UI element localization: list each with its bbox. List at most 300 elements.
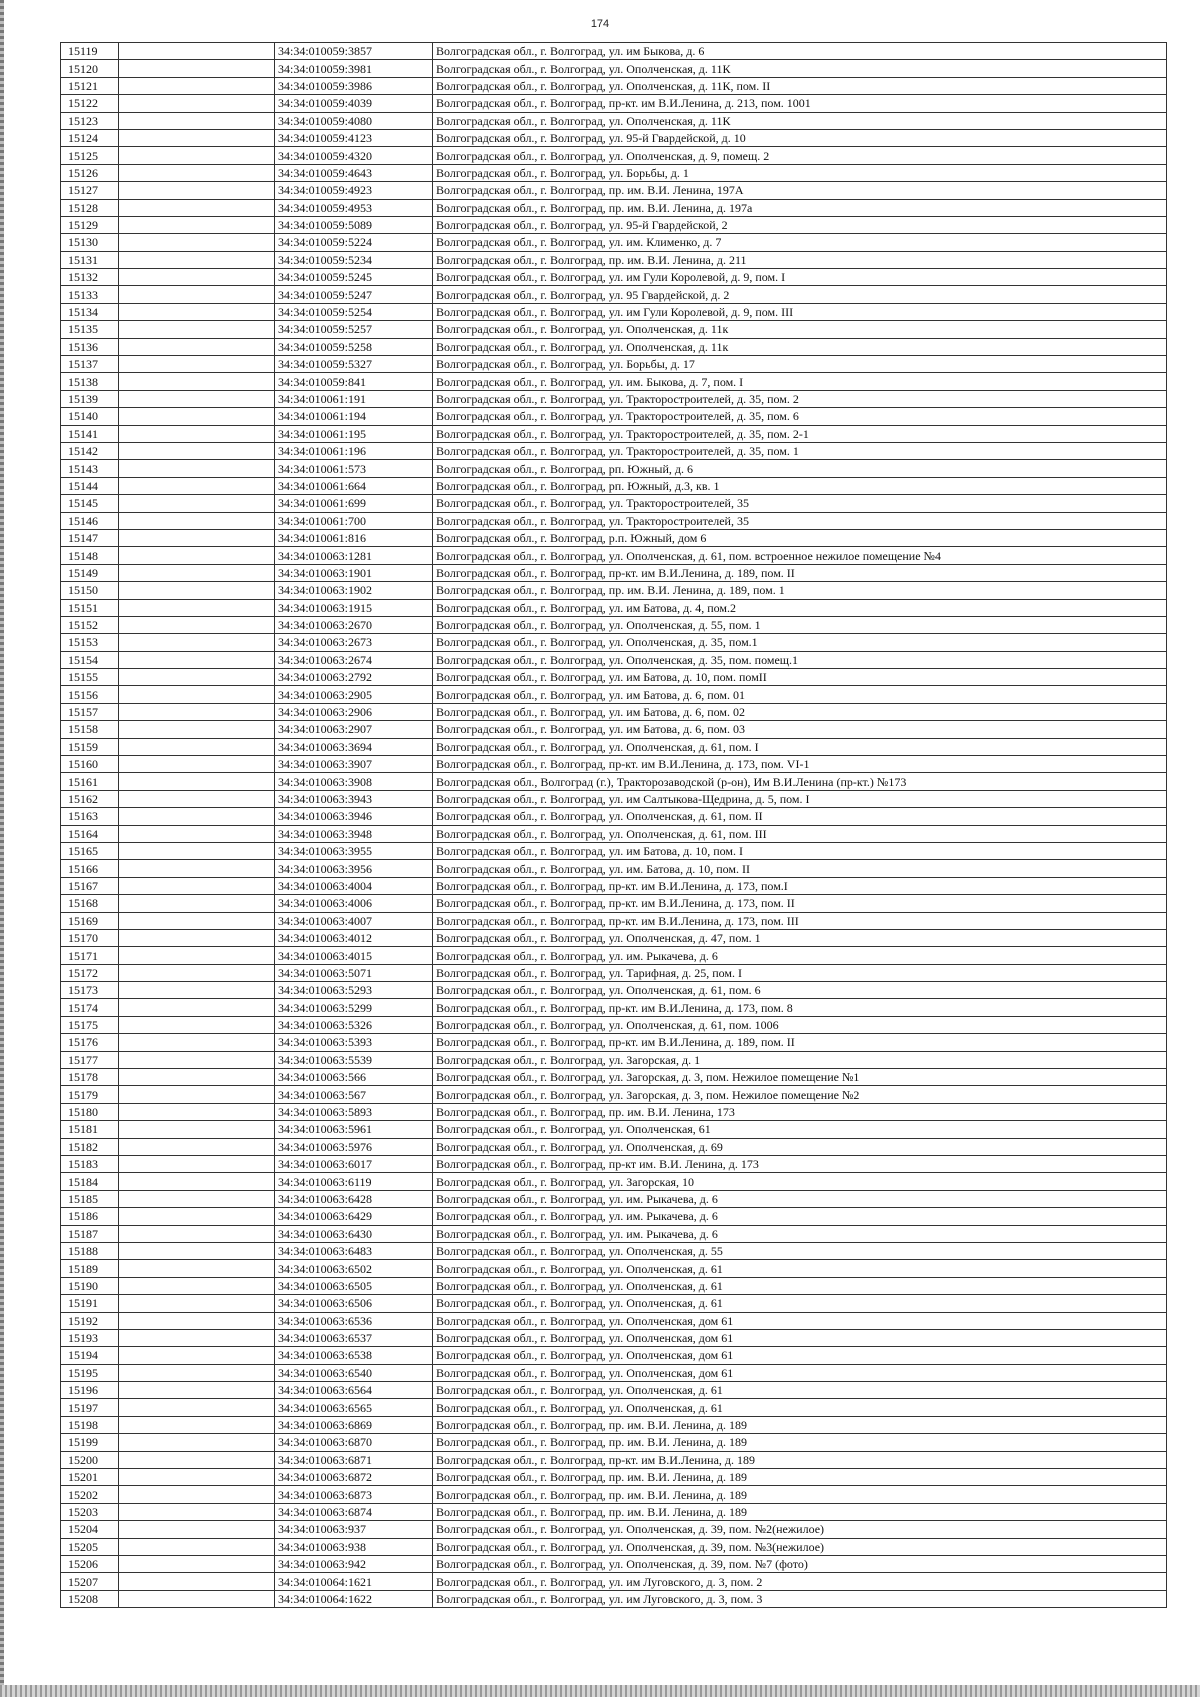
row-number-cell: 15198 — [61, 1416, 119, 1433]
address-cell: Волгоградская обл., г. Волгоград, ул. Ополченская, дом 61 — [433, 1312, 1167, 1329]
row-number-cell: 15197 — [61, 1399, 119, 1416]
address-cell: Волгоградская обл., г. Волгоград, ул. им. Клименко, д. 7 — [433, 234, 1167, 251]
address-cell: Волгоградская обл., г. Волгоград, ул. им Быкова, д. 6 — [433, 43, 1167, 60]
row-number-cell: 15195 — [61, 1364, 119, 1381]
address-cell: Волгоградская обл., г. Волгоград, ул. Ополченская, д. 11К — [433, 112, 1167, 129]
row-number-cell: 15175 — [61, 1016, 119, 1033]
address-cell: Волгоградская обл., г. Волгоград, пр-кт. им В.И.Ленина, д. 173, пом.I — [433, 877, 1167, 894]
empty-cell — [119, 1399, 275, 1416]
cadastral-number-cell: 34:34:010063:6536 — [275, 1312, 433, 1329]
address-cell: Волгоградская обл., г. Волгоград, ул. Ополченская, д. 47, пом. 1 — [433, 929, 1167, 946]
table-row — [61, 321, 1167, 338]
table-row — [61, 512, 1167, 529]
address-cell: Волгоградская обл., г. Волгоград, ул. Ополченская, д. 39, пом. №3(нежилое) — [433, 1538, 1167, 1555]
address-cell: Волгоградская обл., г. Волгоград, пр-кт. им В.И.Ленина, д. 213, пом. 1001 — [433, 95, 1167, 112]
row-number-cell: 15182 — [61, 1138, 119, 1155]
table-row — [61, 216, 1167, 233]
cadastral-number-cell: 34:34:010063:6119 — [275, 1173, 433, 1190]
cadastral-number-cell: 34:34:010063:937 — [275, 1521, 433, 1538]
cadastral-number-cell: 34:34:010059:3857 — [275, 43, 433, 60]
row-number-cell: 15153 — [61, 634, 119, 651]
empty-cell — [119, 129, 275, 146]
table-row — [61, 442, 1167, 459]
address-cell: Волгоградская обл., г. Волгоград, ул. Ополченская, д. 55, пом. 1 — [433, 616, 1167, 633]
row-number-cell: 15204 — [61, 1521, 119, 1538]
cadastral-number-cell: 34:34:010063:566 — [275, 1069, 433, 1086]
empty-cell — [119, 564, 275, 581]
empty-cell — [119, 773, 275, 790]
empty-cell — [119, 756, 275, 773]
cadastral-number-cell: 34:34:010063:6869 — [275, 1416, 433, 1433]
cadastral-number-cell: 34:34:010063:5326 — [275, 1016, 433, 1033]
empty-cell — [119, 216, 275, 233]
address-cell: Волгоградская обл., г. Волгоград, ул. Ополченская, д. 11к — [433, 321, 1167, 338]
cadastral-number-cell: 34:34:010063:942 — [275, 1555, 433, 1572]
empty-cell — [119, 1590, 275, 1607]
cadastral-number-cell: 34:34:010059:5254 — [275, 303, 433, 320]
table-row — [61, 599, 1167, 616]
empty-cell — [119, 860, 275, 877]
table-row — [61, 877, 1167, 894]
row-number-cell: 15122 — [61, 95, 119, 112]
row-number-cell: 15181 — [61, 1121, 119, 1138]
empty-cell — [119, 1277, 275, 1294]
row-number-cell: 15205 — [61, 1538, 119, 1555]
empty-cell — [119, 929, 275, 946]
address-cell: Волгоградская обл., г. Волгоград, пр. им. В.И. Ленина, д. 189 — [433, 1469, 1167, 1486]
cadastral-number-cell: 34:34:010063:1901 — [275, 564, 433, 581]
cadastral-number-cell: 34:34:010063:6428 — [275, 1190, 433, 1207]
empty-cell — [119, 460, 275, 477]
row-number-cell: 15203 — [61, 1503, 119, 1520]
address-cell: Волгоградская обл., г. Волгоград, ул. Ополченская, д. 61, пом. 6 — [433, 982, 1167, 999]
address-cell: Волгоградская обл., г. Волгоград, ул. Ополченская, д. 11К, пом. II — [433, 77, 1167, 94]
address-cell: Волгоградская обл., г. Волгоград, ул. Ополченская, д. 61, пом. 1006 — [433, 1016, 1167, 1033]
cadastral-number-cell: 34:34:010063:5071 — [275, 964, 433, 981]
row-number-cell: 15144 — [61, 477, 119, 494]
empty-cell — [119, 60, 275, 77]
cadastral-number-cell: 34:34:010059:5247 — [275, 286, 433, 303]
row-number-cell: 15187 — [61, 1225, 119, 1242]
row-number-cell: 15184 — [61, 1173, 119, 1190]
row-number-cell: 15168 — [61, 895, 119, 912]
row-number-cell: 15123 — [61, 112, 119, 129]
row-number-cell: 15154 — [61, 651, 119, 668]
cadastral-number-cell: 34:34:010063:6537 — [275, 1329, 433, 1346]
table-row — [61, 1138, 1167, 1155]
address-cell: Волгоградская обл., г. Волгоград, ул. Ополченская, д. 61 — [433, 1382, 1167, 1399]
row-number-cell: 15152 — [61, 616, 119, 633]
empty-cell — [119, 1138, 275, 1155]
empty-cell — [119, 582, 275, 599]
table-row — [61, 860, 1167, 877]
cadastral-number-cell: 34:34:010061:664 — [275, 477, 433, 494]
cadastral-number-cell: 34:34:010063:4007 — [275, 912, 433, 929]
empty-cell — [119, 390, 275, 407]
address-cell: Волгоградская обл., г. Волгоград, пр-кт. им В.И.Ленина, д. 173, пом. II — [433, 895, 1167, 912]
address-cell: Волгоградская обл., г. Волгоград, ул. Тракторостроителей, 35 — [433, 495, 1167, 512]
row-number-cell: 15142 — [61, 442, 119, 459]
row-number-cell: 15201 — [61, 1469, 119, 1486]
table-row — [61, 616, 1167, 633]
table-row — [61, 1156, 1167, 1173]
empty-cell — [119, 825, 275, 842]
row-number-cell: 15178 — [61, 1069, 119, 1086]
empty-cell — [119, 251, 275, 268]
registry-table-body — [61, 43, 1167, 1608]
address-cell: Волгоградская обл., г. Волгоград, ул. Ополченская, 61 — [433, 1121, 1167, 1138]
empty-cell — [119, 269, 275, 286]
cadastral-number-cell: 34:34:010063:6870 — [275, 1434, 433, 1451]
table-row — [61, 1538, 1167, 1555]
address-cell: Волгоградская обл., г. Волгоград, р.п. Южный, дом 6 — [433, 529, 1167, 546]
row-number-cell: 15185 — [61, 1190, 119, 1207]
cadastral-number-cell: 34:34:010063:6564 — [275, 1382, 433, 1399]
cadastral-number-cell: 34:34:010063:3946 — [275, 808, 433, 825]
row-number-cell: 15166 — [61, 860, 119, 877]
table-row — [61, 1069, 1167, 1086]
cadastral-number-cell: 34:34:010063:6540 — [275, 1364, 433, 1381]
row-number-cell: 15132 — [61, 269, 119, 286]
cadastral-number-cell: 34:34:010063:4012 — [275, 929, 433, 946]
empty-cell — [119, 912, 275, 929]
address-cell: Волгоградская обл., г. Волгоград, ул. 95 Гвардейской, д. 2 — [433, 286, 1167, 303]
empty-cell — [119, 43, 275, 60]
empty-cell — [119, 1521, 275, 1538]
address-cell: Волгоградская обл., г. Волгоград, пр. им. В.И. Ленина, д. 189 — [433, 1486, 1167, 1503]
table-row — [61, 1364, 1167, 1381]
cadastral-number-cell: 34:34:010063:2670 — [275, 616, 433, 633]
cadastral-number-cell: 34:34:010063:5961 — [275, 1121, 433, 1138]
table-row — [61, 164, 1167, 181]
address-cell: Волгоградская обл., г. Волгоград, ул. Ополченская, дом 61 — [433, 1364, 1167, 1381]
cadastral-number-cell: 34:34:010063:5539 — [275, 1051, 433, 1068]
table-row — [61, 842, 1167, 859]
row-number-cell: 15137 — [61, 356, 119, 373]
row-number-cell: 15164 — [61, 825, 119, 842]
table-row — [61, 234, 1167, 251]
address-cell: Волгоградская обл., г. Волгоград, ул. Тракторостроителей, д. 35, пом. 2-1 — [433, 425, 1167, 442]
row-number-cell: 15207 — [61, 1573, 119, 1590]
cadastral-number-cell: 34:34:010059:841 — [275, 373, 433, 390]
cadastral-number-cell: 34:34:010063:6565 — [275, 1399, 433, 1416]
row-number-cell: 15174 — [61, 999, 119, 1016]
empty-cell — [119, 442, 275, 459]
row-number-cell: 15146 — [61, 512, 119, 529]
cadastral-number-cell: 34:34:010059:4080 — [275, 112, 433, 129]
cadastral-number-cell: 34:34:010061:195 — [275, 425, 433, 442]
table-row — [61, 43, 1167, 60]
cadastral-number-cell: 34:34:010064:1621 — [275, 1573, 433, 1590]
address-cell: Волгоградская обл., г. Волгоград, пр. им. В.И. Ленина, д. 189 — [433, 1503, 1167, 1520]
table-row — [61, 1242, 1167, 1259]
address-cell: Волгоградская обл., г. Волгоград, ул. Ополченская, д. 61 — [433, 1260, 1167, 1277]
empty-cell — [119, 651, 275, 668]
address-cell: Волгоградская обл., г. Волгоград, ул. им Батова, д. 6, пом. 01 — [433, 686, 1167, 703]
table-row — [61, 460, 1167, 477]
row-number-cell: 15165 — [61, 842, 119, 859]
cadastral-number-cell: 34:34:010059:4123 — [275, 129, 433, 146]
empty-cell — [119, 182, 275, 199]
table-row — [61, 269, 1167, 286]
empty-cell — [119, 95, 275, 112]
address-cell: Волгоградская обл., г. Волгоград, пр-кт им. В.И. Ленина, д. 173 — [433, 1156, 1167, 1173]
address-cell: Волгоградская обл., г. Волгоград, ул. им. Рыкачева, д. 6 — [433, 1190, 1167, 1207]
empty-cell — [119, 1225, 275, 1242]
cadastral-number-cell: 34:34:010059:5257 — [275, 321, 433, 338]
table-row — [61, 1329, 1167, 1346]
address-cell: Волгоградская обл., г. Волгоград, ул. Ополченская, д. 11к — [433, 338, 1167, 355]
cadastral-number-cell: 34:34:010063:5299 — [275, 999, 433, 1016]
table-row — [61, 251, 1167, 268]
table-row — [61, 1190, 1167, 1207]
empty-cell — [119, 112, 275, 129]
address-cell: Волгоградская обл., г. Волгоград, ул. им Гули Королевой, д. 9, пом. I — [433, 269, 1167, 286]
address-cell: Волгоградская обл., г. Волгоград, ул. Ополченская, д. 61, пом. III — [433, 825, 1167, 842]
address-cell: Волгоградская обл., г. Волгоград, пр-кт. им В.И.Ленина, д. 173, пом. VI-1 — [433, 756, 1167, 773]
row-number-cell: 15173 — [61, 982, 119, 999]
table-row — [61, 564, 1167, 581]
table-row — [61, 1225, 1167, 1242]
table-row — [61, 547, 1167, 564]
empty-cell — [119, 199, 275, 216]
address-cell: Волгоградская обл., г. Волгоград, ул. им. Быкова, д. 7, пом. I — [433, 373, 1167, 390]
cadastral-number-cell: 34:34:010063:6871 — [275, 1451, 433, 1468]
address-cell: Волгоградская обл., г. Волгоград, рп. Южный, д.3, кв. 1 — [433, 477, 1167, 494]
table-row — [61, 356, 1167, 373]
scan-bottom-edge — [0, 1685, 1200, 1697]
table-row — [61, 1521, 1167, 1538]
table-row — [61, 1469, 1167, 1486]
table-row — [61, 408, 1167, 425]
empty-cell — [119, 1555, 275, 1572]
table-row — [61, 1103, 1167, 1120]
table-row — [61, 77, 1167, 94]
empty-cell — [119, 1260, 275, 1277]
row-number-cell: 15127 — [61, 182, 119, 199]
cadastral-number-cell: 34:34:010063:6873 — [275, 1486, 433, 1503]
cadastral-number-cell: 34:34:010059:5327 — [275, 356, 433, 373]
table-row — [61, 286, 1167, 303]
table-row — [61, 1208, 1167, 1225]
row-number-cell: 15163 — [61, 808, 119, 825]
address-cell: Волгоградская обл., г. Волгоград, ул. им Батова, д. 6, пом. 03 — [433, 721, 1167, 738]
table-row — [61, 1277, 1167, 1294]
cadastral-number-cell: 34:34:010059:4320 — [275, 147, 433, 164]
empty-cell — [119, 1329, 275, 1346]
empty-cell — [119, 738, 275, 755]
cadastral-number-cell: 34:34:010063:1902 — [275, 582, 433, 599]
empty-cell — [119, 1173, 275, 1190]
row-number-cell: 15124 — [61, 129, 119, 146]
row-number-cell: 15162 — [61, 790, 119, 807]
row-number-cell: 15188 — [61, 1242, 119, 1259]
empty-cell — [119, 703, 275, 720]
cadastral-number-cell: 34:34:010063:4006 — [275, 895, 433, 912]
address-cell: Волгоградская обл., г. Волгоград, пр-кт. им В.И.Ленина, д. 189 — [433, 1451, 1167, 1468]
table-row — [61, 1295, 1167, 1312]
row-number-cell: 15179 — [61, 1086, 119, 1103]
address-cell: Волгоградская обл., г. Волгоград, ул. Загорская, д. 3, пом. Нежилое помещение №1 — [433, 1069, 1167, 1086]
row-number-cell: 15141 — [61, 425, 119, 442]
empty-cell — [119, 895, 275, 912]
address-cell: Волгоградская обл., г. Волгоград, пр. им. В.И. Ленина, д. 189 — [433, 1416, 1167, 1433]
row-number-cell: 15206 — [61, 1555, 119, 1572]
table-row — [61, 721, 1167, 738]
address-cell: Волгоградская обл., г. Волгоград, ул. им Батова, д. 10, пом. помII — [433, 669, 1167, 686]
empty-cell — [119, 1573, 275, 1590]
row-number-cell: 15183 — [61, 1156, 119, 1173]
row-number-cell: 15150 — [61, 582, 119, 599]
cadastral-number-cell: 34:34:010063:2906 — [275, 703, 433, 720]
row-number-cell: 15186 — [61, 1208, 119, 1225]
row-number-cell: 15145 — [61, 495, 119, 512]
table-row — [61, 1382, 1167, 1399]
address-cell: Волгоградская обл., г. Волгоград, пр. им. В.И. Ленина, д. 189 — [433, 1434, 1167, 1451]
address-cell: Волгоградская обл., г. Волгоград, пр-кт. им В.И.Ленина, д. 173, пом. III — [433, 912, 1167, 929]
table-row — [61, 1503, 1167, 1520]
address-cell: Волгоградская обл., г. Волгоград, ул. Ополченская, д. 39, пом. №2(нежилое) — [433, 1521, 1167, 1538]
empty-cell — [119, 303, 275, 320]
empty-cell — [119, 1121, 275, 1138]
empty-cell — [119, 877, 275, 894]
row-number-cell: 15155 — [61, 669, 119, 686]
address-cell: Волгоградская обл., г. Волгоград, ул. Ополченская, д. 61 — [433, 1277, 1167, 1294]
table-row — [61, 182, 1167, 199]
table-row — [61, 112, 1167, 129]
cadastral-number-cell: 34:34:010063:2674 — [275, 651, 433, 668]
empty-cell — [119, 964, 275, 981]
table-row — [61, 1260, 1167, 1277]
row-number-cell: 15140 — [61, 408, 119, 425]
table-row — [61, 425, 1167, 442]
table-row — [61, 947, 1167, 964]
empty-cell — [119, 1016, 275, 1033]
cadastral-number-cell: 34:34:010063:6429 — [275, 1208, 433, 1225]
cadastral-number-cell: 34:34:010059:5234 — [275, 251, 433, 268]
row-number-cell: 15125 — [61, 147, 119, 164]
row-number-cell: 15158 — [61, 721, 119, 738]
cadastral-number-cell: 34:34:010063:4015 — [275, 947, 433, 964]
empty-cell — [119, 1364, 275, 1381]
table-row — [61, 651, 1167, 668]
cadastral-number-cell: 34:34:010063:4004 — [275, 877, 433, 894]
table-row — [61, 1173, 1167, 1190]
table-row — [61, 912, 1167, 929]
cadastral-number-cell: 34:34:010061:700 — [275, 512, 433, 529]
table-row — [61, 738, 1167, 755]
address-cell: Волгоградская обл., г. Волгоград, ул. им Салтыкова-Щедрина, д. 5, пом. I — [433, 790, 1167, 807]
row-number-cell: 15199 — [61, 1434, 119, 1451]
row-number-cell: 15171 — [61, 947, 119, 964]
empty-cell — [119, 1103, 275, 1120]
cadastral-number-cell: 34:34:010059:5258 — [275, 338, 433, 355]
cadastral-number-cell: 34:34:010063:2905 — [275, 686, 433, 703]
address-cell: Волгоградская обл., г. Волгоград, ул. им. Рыкачева, д. 6 — [433, 1208, 1167, 1225]
table-row — [61, 303, 1167, 320]
address-cell: Волгоградская обл., г. Волгоград, пр-кт. им В.И.Ленина, д. 173, пом. 8 — [433, 999, 1167, 1016]
cadastral-number-cell: 34:34:010063:938 — [275, 1538, 433, 1555]
address-cell: Волгоградская обл., г. Волгоград, пр. им. В.И. Ленина, 197А — [433, 182, 1167, 199]
table-row — [61, 773, 1167, 790]
table-row — [61, 1051, 1167, 1068]
cadastral-number-cell: 34:34:010063:1281 — [275, 547, 433, 564]
empty-cell — [119, 999, 275, 1016]
empty-cell — [119, 634, 275, 651]
cadastral-number-cell: 34:34:010061:191 — [275, 390, 433, 407]
row-number-cell: 15157 — [61, 703, 119, 720]
cadastral-number-cell: 34:34:010059:4643 — [275, 164, 433, 181]
empty-cell — [119, 842, 275, 859]
table-row — [61, 1034, 1167, 1051]
cadastral-number-cell: 34:34:010063:6874 — [275, 1503, 433, 1520]
row-number-cell: 15120 — [61, 60, 119, 77]
table-row — [61, 982, 1167, 999]
cadastral-number-cell: 34:34:010063:5293 — [275, 982, 433, 999]
row-number-cell: 15139 — [61, 390, 119, 407]
row-number-cell: 15138 — [61, 373, 119, 390]
cadastral-number-cell: 34:34:010063:3908 — [275, 773, 433, 790]
cadastral-number-cell: 34:34:010063:6430 — [275, 1225, 433, 1242]
address-cell: Волгоградская обл., г. Волгоград, ул. Тарифная, д. 25, пом. I — [433, 964, 1167, 981]
cadastral-number-cell: 34:34:010063:6505 — [275, 1277, 433, 1294]
address-cell: Волгоградская обл., г. Волгоград, ул. Ополченская, д. 35, пом.1 — [433, 634, 1167, 651]
address-cell: Волгоградская обл., г. Волгоград, ул. Тракторостроителей, д. 35, пом. 1 — [433, 442, 1167, 459]
row-number-cell: 15180 — [61, 1103, 119, 1120]
table-row — [61, 825, 1167, 842]
address-cell: Волгоградская обл., г. Волгоград, ул. Загорская, 10 — [433, 1173, 1167, 1190]
table-row — [61, 1573, 1167, 1590]
cadastral-number-cell: 34:34:010063:3694 — [275, 738, 433, 755]
empty-cell — [119, 790, 275, 807]
table-row — [61, 147, 1167, 164]
address-cell: Волгоградская обл., г. Волгоград, ул. Борьбы, д. 17 — [433, 356, 1167, 373]
address-cell: Волгоградская обл., г. Волгоград, ул. им Батова, д. 10, пом. I — [433, 842, 1167, 859]
address-cell: Волгоградская обл., г. Волгоград, ул. Ополченская, д. 35, пом. помещ.1 — [433, 651, 1167, 668]
table-row — [61, 477, 1167, 494]
table-row — [61, 1312, 1167, 1329]
address-cell: Волгоградская обл., г. Волгоград, ул. Ополченская, д. 39, пом. №7 (фото) — [433, 1555, 1167, 1572]
table-row — [61, 1434, 1167, 1451]
cadastral-number-cell: 34:34:010063:6872 — [275, 1469, 433, 1486]
table-row — [61, 338, 1167, 355]
empty-cell — [119, 529, 275, 546]
row-number-cell: 15194 — [61, 1347, 119, 1364]
table-row — [61, 1451, 1167, 1468]
empty-cell — [119, 669, 275, 686]
address-cell: Волгоградская обл., г. Волгоград, ул. Ополченская, д. 61 — [433, 1399, 1167, 1416]
address-cell: Волгоградская обл., г. Волгоград, ул. им Гули Королевой, д. 9, пом. III — [433, 303, 1167, 320]
address-cell: Волгоградская обл., г. Волгоград, ул. Загорская, д. 3, пом. Нежилое помещение №2 — [433, 1086, 1167, 1103]
empty-cell — [119, 147, 275, 164]
address-cell: Волгоградская обл., г. Волгоград, пр. им. В.И. Ленина, д. 197а — [433, 199, 1167, 216]
row-number-cell: 15170 — [61, 929, 119, 946]
table-row — [61, 929, 1167, 946]
address-cell: Волгоградская обл., г. Волгоград, ул. Ополченская, д. 69 — [433, 1138, 1167, 1155]
empty-cell — [119, 1347, 275, 1364]
cadastral-number-cell: 34:34:010059:3981 — [275, 60, 433, 77]
table-row — [61, 895, 1167, 912]
cadastral-number-cell: 34:34:010059:4039 — [275, 95, 433, 112]
row-number-cell: 15147 — [61, 529, 119, 546]
scan-left-edge — [0, 0, 4, 1697]
cadastral-number-cell: 34:34:010061:816 — [275, 529, 433, 546]
address-cell: Волгоградская обл., г. Волгоград, ул. Ополченская, д. 61, пом. встроенное нежилое помещение №4 — [433, 547, 1167, 564]
cadastral-number-cell: 34:34:010063:3948 — [275, 825, 433, 842]
address-cell: Волгоградская обл., г. Волгоград, ул. Ополченская, д. 61, пом. I — [433, 738, 1167, 755]
row-number-cell: 15200 — [61, 1451, 119, 1468]
empty-cell — [119, 495, 275, 512]
